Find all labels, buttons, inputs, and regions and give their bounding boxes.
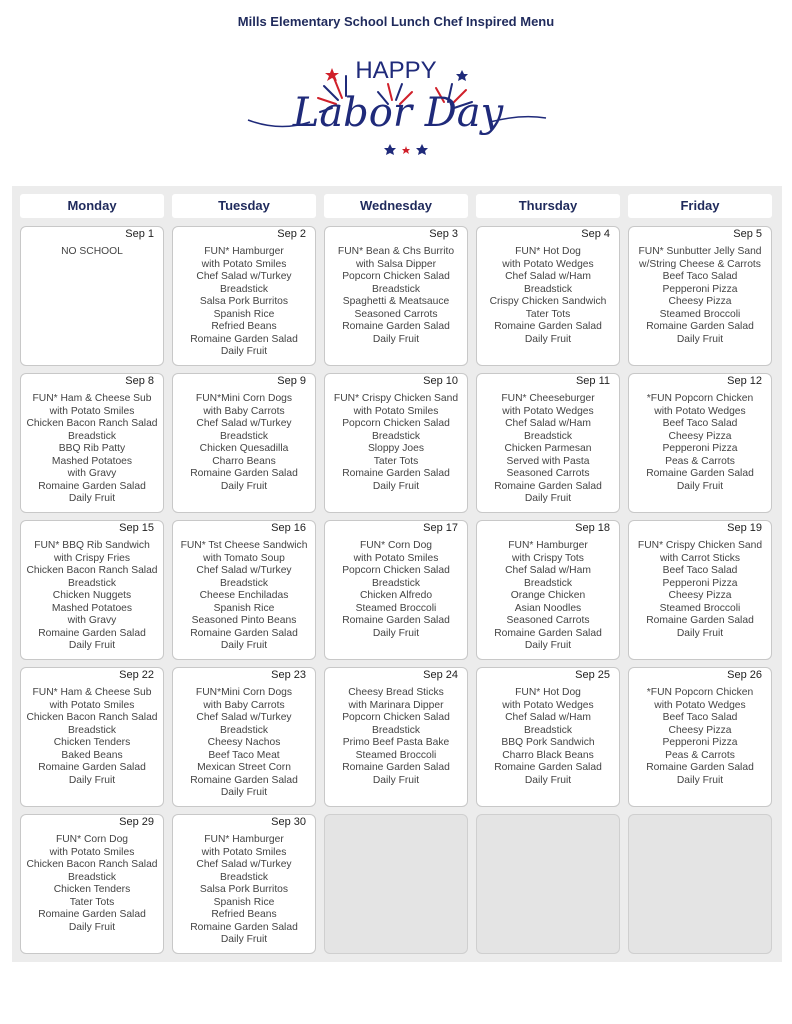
menu-item: Crispy Chicken Sandwich — [489, 296, 607, 307]
menu-items — [173, 246, 315, 359]
menu-item: Spanish Rice — [213, 896, 275, 908]
menu-item: Mashed Potatoes — [51, 602, 133, 614]
menu-items — [477, 393, 619, 506]
menu-item: with Carrot Sticks — [659, 552, 741, 564]
menu-items — [173, 834, 315, 947]
menu-item: Romaine Garden Salad — [646, 615, 754, 626]
menu-item: Breadstick — [371, 724, 421, 736]
menu-item: FUN* Ham & Cheese Sub — [32, 687, 152, 698]
menu-item: Asian Noodles — [514, 602, 582, 614]
menu-item: with Baby Carrots — [203, 405, 285, 417]
menu-item: Tater Tots — [69, 896, 115, 908]
menu-item: Spanish Rice — [213, 308, 275, 320]
menu-items — [173, 393, 315, 493]
menu-item: Cheesy Pizza — [668, 430, 732, 442]
menu-item: Steamed Broccoli — [659, 602, 741, 614]
menu-item: Chicken Nuggets — [52, 590, 132, 601]
menu-item: Chef Salad w/Turkey — [196, 712, 292, 723]
day-header-monday: Monday — [20, 194, 164, 218]
day-cell — [20, 226, 164, 366]
menu-item: FUN* Bean & Chs Burrito — [337, 246, 455, 257]
menu-item: Mexican Street Corn — [197, 762, 291, 773]
menu-item: Beef Taco Salad — [662, 712, 738, 723]
menu-item: Cheesy Bread Sticks — [348, 687, 444, 698]
menu-item: Chicken Bacon Ranch Salad — [26, 712, 158, 723]
menu-item: Breadstick — [371, 283, 421, 295]
menu-items — [21, 687, 163, 787]
menu-items — [325, 246, 467, 346]
menu-item: with Potato Smiles — [353, 405, 439, 417]
day-cell — [172, 814, 316, 954]
menu-item: Daily Fruit — [524, 774, 572, 786]
menu-item: Romaine Garden Salad — [38, 627, 146, 639]
menu-item: Breadstick — [371, 430, 421, 442]
day-date: Sep 18 — [575, 522, 610, 534]
menu-item: Spaghetti & Meatsauce — [342, 296, 450, 307]
menu-item: Breadstick — [67, 430, 117, 442]
menu-item: Cheesy Pizza — [668, 296, 732, 307]
menu-item: Tater Tots — [373, 455, 419, 467]
menu-items — [629, 540, 771, 640]
menu-item: FUN* Hamburger — [204, 246, 284, 257]
menu-item: with Potato Wedges — [654, 699, 746, 711]
menu-item: with Potato Smiles — [49, 699, 135, 711]
menu-item: FUN* Ham & Cheese Sub — [32, 393, 152, 404]
logo-labor-day-text: Labor Day — [292, 90, 504, 136]
menu-item: Mashed Potatoes — [51, 455, 133, 467]
menu-item: FUN* Crispy Chicken Sand — [333, 393, 459, 404]
menu-item: Romaine Garden Salad — [190, 921, 298, 933]
day-date: Sep 2 — [277, 228, 306, 240]
menu-item: BBQ Rib Patty — [58, 443, 126, 454]
menu-item: Daily Fruit — [68, 640, 116, 651]
day-header-friday: Friday — [628, 194, 772, 218]
menu-item: Romaine Garden Salad — [494, 480, 602, 492]
menu-item: with Gravy — [67, 615, 117, 626]
menu-item: Cheesy Pizza — [668, 724, 732, 736]
menu-item: FUN* Hamburger — [508, 540, 588, 551]
menu-item: Breadstick — [67, 577, 117, 589]
day-cell — [628, 226, 772, 366]
menu-item: with Baby Carrots — [203, 699, 285, 711]
day-header-wednesday: Wednesday — [324, 194, 468, 218]
menu-item: Chicken Tenders — [53, 737, 131, 748]
menu-item: with Crispy Fries — [53, 552, 131, 564]
day-cell — [172, 667, 316, 807]
day-cell — [20, 520, 164, 660]
menu-item: with Crispy Tots — [512, 552, 584, 564]
day-date: Sep 29 — [119, 816, 154, 828]
menu-item: Pepperoni Pizza — [662, 577, 738, 589]
menu-item: with Potato Wedges — [502, 258, 594, 270]
day-date: Sep 1 — [125, 228, 154, 240]
day-cell — [20, 667, 164, 807]
day-header-thursday: Thursday — [476, 194, 620, 218]
menu-item: Daily Fruit — [372, 774, 420, 786]
menu-items — [629, 393, 771, 493]
menu-item: Breadstick — [219, 871, 269, 883]
menu-item: Breadstick — [371, 577, 421, 589]
menu-item: Chicken Alfredo — [359, 590, 433, 601]
menu-item: Charro Black Beans — [502, 749, 594, 761]
menu-item: FUN* Corn Dog — [359, 540, 433, 551]
menu-items — [325, 687, 467, 787]
menu-item: Baked Beans — [61, 749, 123, 761]
menu-item: Breadstick — [67, 724, 117, 736]
menu-item: Breadstick — [523, 724, 573, 736]
menu-item: Daily Fruit — [372, 627, 420, 639]
day-date: Sep 11 — [575, 375, 610, 387]
menu-item: Daily Fruit — [372, 480, 420, 492]
menu-item: Seasoned Carrots — [354, 308, 438, 320]
menu-item: with Potato Smiles — [201, 258, 287, 270]
menu-item: with Marinara Dipper — [348, 699, 444, 711]
menu-item: with Potato Smiles — [353, 552, 439, 564]
menu-item: Charro Beans — [212, 455, 276, 467]
menu-item: Romaine Garden Salad — [494, 762, 602, 773]
day-cell — [476, 667, 620, 807]
day-date: Sep 23 — [271, 669, 306, 681]
menu-item: Chicken Parmesan — [504, 443, 592, 454]
menu-item: Romaine Garden Salad — [190, 774, 298, 786]
menu-item: Primo Beef Pasta Bake — [342, 737, 450, 748]
menu-item: Romaine Garden Salad — [494, 321, 602, 332]
menu-item: FUN* Tst Cheese Sandwich — [180, 540, 308, 551]
day-date: Sep 3 — [429, 228, 458, 240]
menu-items — [21, 834, 163, 934]
day-date: Sep 10 — [423, 375, 458, 387]
menu-items — [325, 393, 467, 493]
menu-items — [173, 687, 315, 800]
menu-item: Daily Fruit — [220, 934, 268, 945]
menu-item: Chicken Tenders — [53, 884, 131, 895]
menu-item: Spanish Rice — [213, 602, 275, 614]
menu-items — [21, 393, 163, 506]
menu-item: Romaine Garden Salad — [342, 615, 450, 626]
menu-item: Breadstick — [219, 430, 269, 442]
menu-item: FUN* Sunbutter Jelly Sand — [638, 246, 762, 257]
day-cell — [324, 373, 468, 513]
menu-item: FUN* Hamburger — [204, 834, 284, 845]
menu-item: Breadstick — [67, 871, 117, 883]
menu-item: Romaine Garden Salad — [38, 762, 146, 773]
menu-item: FUN*Mini Corn Dogs — [195, 687, 293, 698]
day-date: Sep 24 — [423, 669, 458, 681]
menu-item: Breadstick — [523, 430, 573, 442]
menu-item: NO SCHOOL — [61, 246, 123, 257]
menu-item: Beef Taco Salad — [662, 565, 738, 576]
menu-item: Breadstick — [523, 577, 573, 589]
menu-item: Daily Fruit — [524, 333, 572, 345]
menu-item: Breadstick — [219, 724, 269, 736]
menu-item: FUN* BBQ Rib Sandwich — [34, 540, 150, 551]
menu-item: Daily Fruit — [220, 480, 268, 492]
empty-day-cell — [476, 814, 620, 954]
menu-item: Chef Salad w/Ham — [505, 418, 591, 429]
menu-item: Daily Fruit — [676, 333, 724, 345]
menu-item: Daily Fruit — [220, 787, 268, 798]
menu-item: FUN* Crispy Chicken Sand — [637, 540, 763, 551]
menu-item: w/String Cheese & Carrots — [639, 258, 761, 270]
menu-item: Steamed Broccoli — [355, 749, 437, 761]
menu-item: Beef Taco Meat — [208, 749, 280, 761]
menu-item: Cheesy Nachos — [207, 737, 281, 748]
menu-item: Chef Salad w/Turkey — [196, 418, 292, 429]
empty-day-cell — [628, 814, 772, 954]
menu-item: Pepperoni Pizza — [662, 443, 738, 454]
menu-item: *FUN Popcorn Chicken — [646, 393, 754, 404]
day-cell — [324, 226, 468, 366]
menu-items — [173, 540, 315, 653]
day-date: Sep 25 — [575, 669, 610, 681]
day-date: Sep 12 — [727, 375, 762, 387]
menu-item: Salsa Pork Burritos — [199, 296, 289, 307]
menu-item: Romaine Garden Salad — [646, 468, 754, 479]
day-date: Sep 4 — [581, 228, 610, 240]
menu-item: Chef Salad w/Turkey — [196, 565, 292, 576]
menu-item: Breadstick — [219, 283, 269, 295]
menu-item: Chef Salad w/Ham — [505, 712, 591, 723]
menu-item: FUN* Hot Dog — [515, 246, 581, 257]
menu-items — [477, 687, 619, 787]
menu-item: Popcorn Chicken Salad — [342, 418, 450, 429]
menu-item: Daily Fruit — [676, 627, 724, 639]
day-cell — [628, 520, 772, 660]
menu-item: Chef Salad w/Ham — [505, 271, 591, 282]
menu-item: Daily Fruit — [68, 774, 116, 786]
menu-item: Daily Fruit — [524, 493, 572, 504]
menu-item: Tater Tots — [525, 308, 571, 320]
menu-item: Chicken Bacon Ranch Salad — [26, 565, 158, 576]
menu-item: with Tomato Soup — [203, 552, 285, 564]
menu-item: Chicken Bacon Ranch Salad — [26, 418, 158, 429]
menu-item: Romaine Garden Salad — [38, 480, 146, 492]
menu-item: Daily Fruit — [676, 480, 724, 492]
menu-item: Peas & Carrots — [665, 455, 735, 467]
menu-item: Seasoned Carrots — [506, 615, 590, 626]
menu-item: Seasoned Pinto Beans — [191, 615, 297, 626]
menu-item: with Gravy — [67, 468, 117, 479]
menu-item: Romaine Garden Salad — [342, 468, 450, 479]
menu-item: Romaine Garden Salad — [190, 468, 298, 479]
menu-item: Steamed Broccoli — [355, 602, 437, 614]
day-date: Sep 26 — [727, 669, 762, 681]
menu-item: Romaine Garden Salad — [190, 333, 298, 345]
day-cell — [628, 667, 772, 807]
day-cell — [20, 814, 164, 954]
day-date: Sep 22 — [119, 669, 154, 681]
menu-items — [629, 687, 771, 787]
logo-happy-text: HAPPY — [355, 57, 437, 84]
menu-item: *FUN Popcorn Chicken — [646, 687, 754, 698]
menu-item: Popcorn Chicken Salad — [342, 565, 450, 576]
day-date: Sep 17 — [423, 522, 458, 534]
day-cell — [20, 373, 164, 513]
day-cell — [476, 520, 620, 660]
day-cell — [324, 520, 468, 660]
day-cell — [172, 373, 316, 513]
menu-item: Pepperoni Pizza — [662, 737, 738, 748]
menu-item: Chef Salad w/Ham — [505, 565, 591, 576]
menu-item: Popcorn Chicken Salad — [342, 712, 450, 723]
menu-item: Chicken Bacon Ranch Salad — [26, 859, 158, 870]
menu-items — [21, 540, 163, 653]
day-cell — [172, 520, 316, 660]
menu-item: Orange Chicken — [510, 590, 586, 601]
menu-item: with Potato Smiles — [49, 846, 135, 858]
day-cell — [324, 667, 468, 807]
menu-item: Daily Fruit — [524, 640, 572, 651]
menu-item: Steamed Broccoli — [659, 308, 741, 320]
menu-item: Breadstick — [523, 283, 573, 295]
day-cell — [172, 226, 316, 366]
menu-item: Romaine Garden Salad — [190, 627, 298, 639]
menu-item: Refried Beans — [211, 909, 277, 920]
menu-items — [629, 246, 771, 346]
menu-item: FUN*Mini Corn Dogs — [195, 393, 293, 404]
menu-item: with Potato Wedges — [502, 405, 594, 417]
menu-item: BBQ Pork Sandwich — [501, 737, 595, 748]
menu-item: FUN* Corn Dog — [55, 834, 129, 845]
day-cell — [628, 373, 772, 513]
menu-item: Sloppy Joes — [367, 443, 425, 454]
menu-item: Salsa Pork Burritos — [199, 884, 289, 895]
menu-item: Cheesy Pizza — [668, 590, 732, 601]
menu-item: Refried Beans — [211, 321, 277, 332]
menu-item: Daily Fruit — [676, 774, 724, 786]
menu-item: Cheese Enchiladas — [199, 590, 289, 601]
day-date: Sep 19 — [727, 522, 762, 534]
menu-item: Pepperoni Pizza — [662, 283, 738, 295]
day-cell — [476, 373, 620, 513]
menu-item: with Salsa Dipper — [355, 258, 437, 270]
menu-item: Romaine Garden Salad — [342, 762, 450, 773]
day-cell — [476, 226, 620, 366]
menu-item: Beef Taco Salad — [662, 271, 738, 282]
day-header-tuesday: Tuesday — [172, 194, 316, 218]
menu-item: FUN* Cheeseburger — [501, 393, 595, 404]
menu-items — [325, 540, 467, 640]
menu-item: Chef Salad w/Turkey — [196, 859, 292, 870]
menu-items — [477, 540, 619, 653]
menu-item: Romaine Garden Salad — [646, 321, 754, 332]
menu-item: FUN* Hot Dog — [515, 687, 581, 698]
menu-item: with Potato Wedges — [502, 699, 594, 711]
menu-item: Daily Fruit — [220, 640, 268, 651]
menu-item: with Potato Smiles — [49, 405, 135, 417]
menu-items — [477, 246, 619, 346]
menu-item: Romaine Garden Salad — [646, 762, 754, 773]
day-date: Sep 15 — [119, 522, 154, 534]
menu-item: Daily Fruit — [68, 921, 116, 933]
menu-item: Peas & Carrots — [665, 749, 735, 761]
menu-item: Romaine Garden Salad — [494, 627, 602, 639]
day-date: Sep 5 — [733, 228, 762, 240]
menu-item: Breadstick — [219, 577, 269, 589]
menu-item: Chef Salad w/Turkey — [196, 271, 292, 282]
menu-item: Beef Taco Salad — [662, 418, 738, 429]
menu-item: Chicken Quesadilla — [199, 443, 289, 454]
menu-item: with Potato Smiles — [201, 846, 287, 858]
menu-item: Daily Fruit — [372, 333, 420, 345]
menu-item: Served with Pasta — [506, 455, 590, 467]
menu-item: Daily Fruit — [68, 493, 116, 504]
menu-item: Daily Fruit — [220, 346, 268, 357]
menu-item: Seasoned Carrots — [506, 468, 590, 479]
page-title: Mills Elementary School Lunch Chef Inspired Menu — [237, 14, 555, 29]
menu-item: with Potato Wedges — [654, 405, 746, 417]
day-date: Sep 8 — [125, 375, 154, 387]
day-date: Sep 9 — [277, 375, 306, 387]
empty-day-cell — [324, 814, 468, 954]
menu-item: Popcorn Chicken Salad — [342, 271, 450, 282]
menu-calendar — [12, 186, 782, 962]
menu-item: Romaine Garden Salad — [342, 321, 450, 332]
labor-day-logo — [240, 48, 552, 164]
day-date: Sep 16 — [271, 522, 306, 534]
menu-items — [21, 246, 163, 259]
menu-item: Romaine Garden Salad — [38, 909, 146, 920]
day-date: Sep 30 — [271, 816, 306, 828]
